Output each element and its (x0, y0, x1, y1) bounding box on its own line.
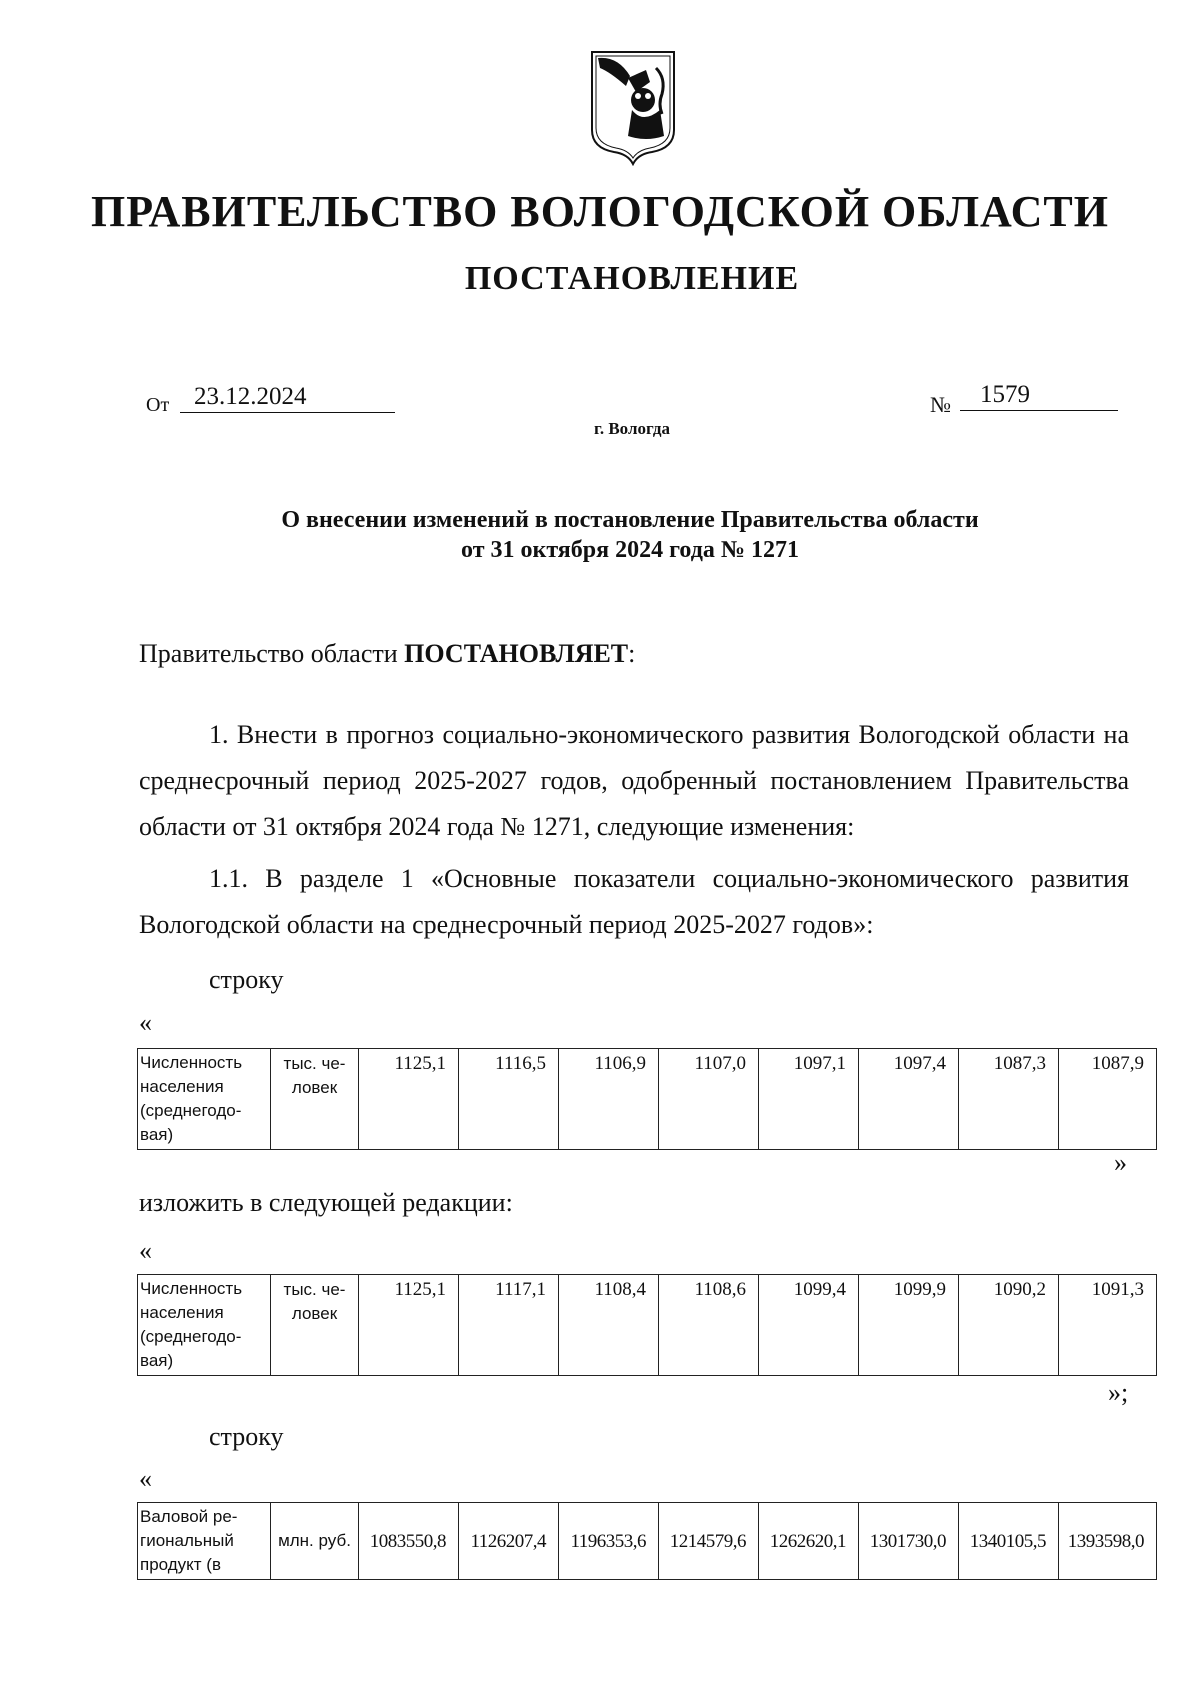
table-cell: 1091,3 (1059, 1275, 1157, 1376)
new-population-table (137, 1274, 1157, 1376)
subject-line-1: О внесении изменений в постановление Правительства области (281, 507, 979, 533)
table-cell: 1262620,1 (759, 1503, 859, 1580)
table-cell: 1083550,8 (359, 1503, 459, 1580)
table-cell: 1106,9 (559, 1049, 659, 1150)
document-type: ПОСТАНОВЛЕНИЕ (464, 260, 800, 297)
resolve-suffix: : (628, 639, 636, 668)
government-title: ПРАВИТЕЛЬСТВО ВОЛОГОДСКОЙ ОБЛАСТИ (91, 187, 1109, 236)
indicator-unit: млн. руб. (271, 1503, 359, 1580)
table-cell: 1117,1 (459, 1275, 559, 1376)
table-row (138, 1049, 1157, 1150)
table-row (138, 1503, 1157, 1580)
table-cell: 1126207,4 (459, 1503, 559, 1580)
table-cell: 1099,9 (859, 1275, 959, 1376)
table-row (138, 1275, 1157, 1376)
resolve-prefix: Правительство области (139, 639, 405, 668)
document-number: 1579 (960, 380, 1118, 411)
old-population-table (137, 1048, 1157, 1150)
table-cell: 1090,2 (959, 1275, 1059, 1376)
number-label: № (930, 392, 951, 417)
table-cell: 1125,1 (359, 1049, 459, 1150)
line-word-1: строку (209, 965, 284, 994)
quote-close-1: » (1114, 1148, 1127, 1177)
table-cell: 1393598,0 (1059, 1503, 1157, 1580)
resolve-word: ПОСТАНОВЛЯЕТ (404, 639, 629, 668)
table-cell: 1108,4 (559, 1275, 659, 1376)
quote-close-2: »; (1108, 1378, 1129, 1407)
table-cell: 1108,6 (659, 1275, 759, 1376)
table-cell: 1087,3 (959, 1049, 1059, 1150)
quote-open-1: « (139, 1008, 152, 1037)
quote-open-3: « (139, 1464, 152, 1493)
table-cell: 1196353,6 (559, 1503, 659, 1580)
document-date: 23.12.2024 (180, 382, 395, 413)
subject-line-2: от 31 октября 2024 года № 1271 (461, 537, 799, 563)
indicator-name: Валовой ре- гиональный продукт (в (138, 1503, 271, 1580)
indicator-unit: тыс. че- ловек (271, 1049, 359, 1150)
paragraph-1-1: 1.1. В разделе 1 «Основные показатели социально-экономического развития Вологодской области на среднесрочный период 2025-2027 годов»: (139, 864, 1129, 939)
table-cell: 1214579,6 (659, 1503, 759, 1580)
indicator-unit: тыс. че- ловек (271, 1275, 359, 1376)
table-cell: 1116,5 (459, 1049, 559, 1150)
date-label: От (146, 394, 170, 416)
coat-of-arms-icon (588, 48, 678, 166)
table-cell: 1097,1 (759, 1049, 859, 1150)
edition-text: изложить в следующей редакции: (139, 1188, 513, 1217)
table-cell: 1087,9 (1059, 1049, 1157, 1150)
resolve-statement (139, 631, 635, 677)
table-cell: 1340105,5 (959, 1503, 1059, 1580)
quote-open-2: « (139, 1236, 152, 1265)
indicator-name: Численность населения (среднегодо- вая) (138, 1049, 271, 1150)
grp-table (137, 1502, 1157, 1580)
table-cell: 1125,1 (359, 1275, 459, 1376)
document-subject (180, 505, 1080, 565)
table-cell: 1099,4 (759, 1275, 859, 1376)
paragraph-1: 1. Внести в прогноз социально-экономического развития Вологодской области на среднесрочный период 2025-2027 годов, одобренный постановлением Правительства области от 31 октября 2024 года № 1271, следующие изменения: (139, 720, 1129, 841)
line-word-2: строку (209, 1422, 284, 1451)
table-cell: 1301730,0 (859, 1503, 959, 1580)
table-cell: 1097,4 (859, 1049, 959, 1150)
city: г. Вологда (594, 419, 670, 438)
indicator-name: Численность населения (среднегодо- вая) (138, 1275, 271, 1376)
table-cell: 1107,0 (659, 1049, 759, 1150)
